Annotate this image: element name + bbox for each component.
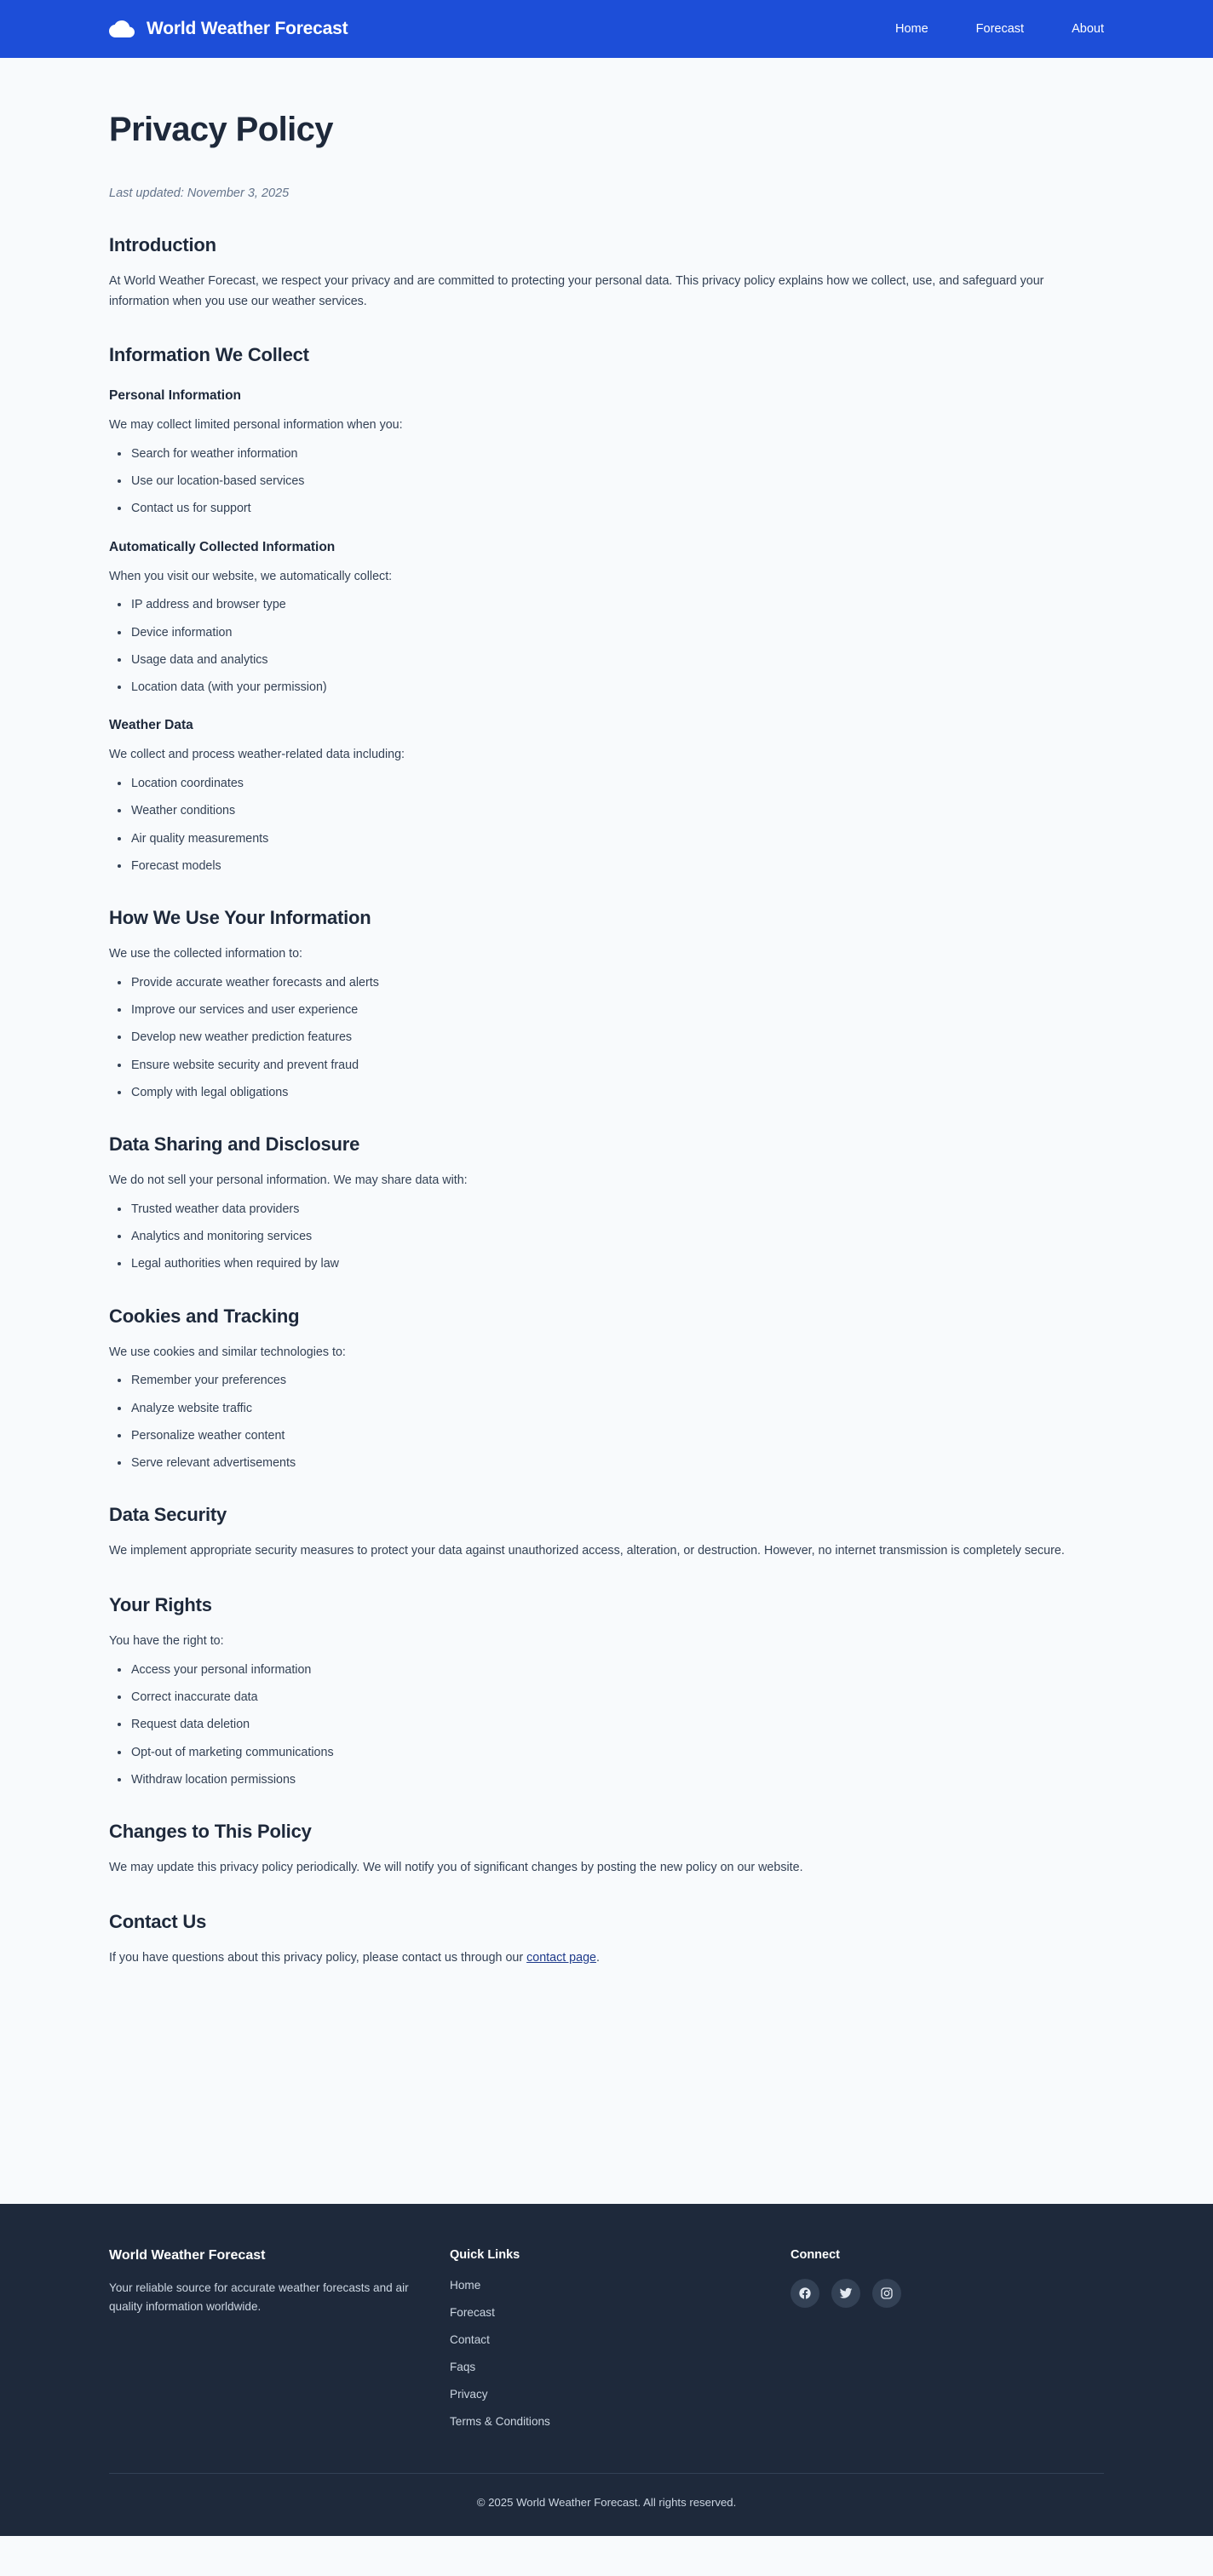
section-paragraph-how-we-use: We use the collected information to: bbox=[109, 947, 303, 961]
footer-link-home[interactable]: Home bbox=[450, 2279, 481, 2292]
section-paragraph-changes: We may update this privacy policy periodically. We will notify you of significant changes by posting the new policy on our website. bbox=[109, 1861, 803, 1875]
list-item: Search for weather information bbox=[109, 446, 1104, 462]
list-item: Access your personal information bbox=[109, 1662, 1104, 1678]
list-how-we-use bbox=[109, 975, 1104, 1101]
site-footer bbox=[0, 2204, 1213, 2536]
list-item: Comply with legal obligations bbox=[109, 1085, 1104, 1101]
section-paragraph-contact-us bbox=[109, 1948, 1072, 1969]
list-item: Location data (with your permission) bbox=[109, 680, 1104, 696]
list-personal-information bbox=[109, 446, 1104, 518]
nav-link-forecast[interactable]: Forecast bbox=[975, 22, 1025, 36]
section-heading-information-we-collect: Information We Collect bbox=[109, 344, 309, 366]
list-data-sharing bbox=[109, 1202, 1104, 1273]
top-navbar bbox=[0, 0, 1213, 58]
list-item: Serve relevant advertisements bbox=[109, 1455, 1104, 1472]
list-item: Use our location-based services bbox=[109, 473, 1104, 490]
list-item: Personalize weather content bbox=[109, 1428, 1104, 1444]
instagram-icon[interactable] bbox=[872, 2279, 901, 2308]
section-paragraph-introduction: At World Weather Forecast, we respect your privacy and are committed to protecting your personal data. This privacy policy explains how we collect, use, and safeguard your information when you use our weather services. bbox=[109, 274, 1044, 308]
page-title: Privacy Policy bbox=[109, 111, 333, 148]
list-item: Opt-out of marketing communications bbox=[109, 1745, 1104, 1761]
contact-text-before: If you have questions about this privacy policy, please contact us through our bbox=[109, 1950, 527, 1965]
list-item: Request data deletion bbox=[109, 1717, 1104, 1733]
list-weather-data bbox=[109, 776, 1104, 875]
section-paragraph-data-security: We implement appropriate security measures to protect your data against unauthorized access, alteration, or destruction. However, no internet transmission is completely secure. bbox=[109, 1544, 1065, 1558]
section-heading-your-rights: Your Rights bbox=[109, 1594, 212, 1616]
footer-quick-links-heading: Quick Links bbox=[450, 2248, 520, 2262]
list-item: Location coordinates bbox=[109, 776, 1104, 792]
list-item: Analyze website traffic bbox=[109, 1401, 1104, 1417]
subsection-paragraph-weather-data: We collect and process weather-related data including: bbox=[109, 748, 405, 762]
list-item: Forecast models bbox=[109, 858, 1104, 875]
footer-link-faqs[interactable]: Faqs bbox=[450, 2361, 476, 2373]
list-item: Develop new weather prediction features bbox=[109, 1030, 1104, 1046]
section-heading-contact-us: Contact Us bbox=[109, 1910, 207, 1932]
section-heading-how-we-use: How We Use Your Information bbox=[109, 907, 371, 929]
nav-link-about[interactable]: About bbox=[1072, 22, 1104, 36]
list-item: Correct inaccurate data bbox=[109, 1690, 1104, 1706]
list-item: Contact us for support bbox=[109, 501, 1104, 517]
section-heading-changes: Changes to This Policy bbox=[109, 1821, 312, 1843]
list-item: Device information bbox=[109, 625, 1104, 641]
footer-link-privacy[interactable]: Privacy bbox=[450, 2388, 488, 2401]
list-item: Ensure website security and prevent fraud bbox=[109, 1058, 1104, 1074]
list-item: IP address and browser type bbox=[109, 597, 1104, 613]
footer-about-description: Your reliable source for accurate weather forecasts and air quality information worldwide. bbox=[109, 2281, 409, 2313]
facebook-icon[interactable] bbox=[790, 2279, 819, 2308]
section-paragraph-data-sharing: We do not sell your personal information. We may share data with: bbox=[109, 1173, 468, 1188]
subsection-paragraph-personal-information: We may collect limited personal information when you: bbox=[109, 418, 403, 433]
list-item: Withdraw location permissions bbox=[109, 1772, 1104, 1788]
contact-text-after: . bbox=[595, 1950, 600, 1965]
footer-columns bbox=[109, 2248, 1104, 2442]
nav-links bbox=[895, 22, 1213, 36]
list-item: Provide accurate weather forecasts and alerts bbox=[109, 975, 1104, 991]
list-item: Trusted weather data providers bbox=[109, 1202, 1104, 1218]
list-your-rights bbox=[109, 1662, 1104, 1788]
section-heading-data-sharing: Data Sharing and Disclosure bbox=[109, 1133, 360, 1156]
nav-link-home[interactable]: Home bbox=[894, 22, 928, 36]
subsection-heading-weather-data: Weather Data bbox=[109, 718, 193, 733]
cloud-icon bbox=[109, 16, 135, 42]
list-item: Remember your preferences bbox=[109, 1373, 1104, 1389]
footer-link-forecast[interactable]: Forecast bbox=[450, 2306, 495, 2319]
section-heading-introduction: Introduction bbox=[109, 234, 216, 255]
social-links bbox=[790, 2279, 1046, 2308]
list-item: Analytics and monitoring services bbox=[109, 1229, 1104, 1245]
list-item: Usage data and analytics bbox=[109, 652, 1104, 668]
section-paragraph-your-rights: You have the right to: bbox=[109, 1634, 224, 1649]
footer-connect-heading: Connect bbox=[790, 2248, 840, 2262]
footer-quick-links-column bbox=[450, 2248, 790, 2442]
brand[interactable] bbox=[109, 16, 348, 42]
list-item: Improve our services and user experience bbox=[109, 1002, 1104, 1018]
section-heading-cookies: Cookies and Tracking bbox=[109, 1305, 300, 1327]
list-item: Legal authorities when required by law bbox=[109, 1256, 1104, 1272]
list-item: Air quality measurements bbox=[109, 831, 1104, 847]
last-updated-text: Last updated: November 3, 2025 bbox=[109, 186, 290, 200]
twitter-icon[interactable] bbox=[831, 2279, 860, 2308]
brand-title: World Weather Forecast bbox=[147, 19, 348, 38]
section-paragraph-cookies: We use cookies and similar technologies to: bbox=[109, 1345, 346, 1359]
footer-about-heading: World Weather Forecast bbox=[109, 2248, 266, 2263]
subsection-heading-personal-information: Personal Information bbox=[109, 388, 242, 404]
footer-link-contact[interactable]: Contact bbox=[450, 2333, 490, 2346]
list-cookies bbox=[109, 1373, 1104, 1472]
list-item: Weather conditions bbox=[109, 803, 1104, 819]
section-heading-data-security: Data Security bbox=[109, 1504, 227, 1526]
subsection-heading-automatically-collected: Automatically Collected Information bbox=[109, 539, 336, 554]
footer-connect-column bbox=[790, 2248, 1046, 2308]
list-automatically-collected bbox=[109, 597, 1104, 696]
subsection-paragraph-automatically-collected: When you visit our website, we automatically collect: bbox=[109, 569, 393, 583]
contact-page-link[interactable]: contact page bbox=[526, 1950, 596, 1965]
footer-link-terms[interactable]: Terms & Conditions bbox=[450, 2415, 550, 2428]
footer-about-column bbox=[109, 2248, 450, 2316]
footer-copyright: © 2025 World Weather Forecast. All rights reserved. bbox=[476, 2496, 737, 2509]
privacy-policy-page bbox=[0, 58, 1213, 2204]
